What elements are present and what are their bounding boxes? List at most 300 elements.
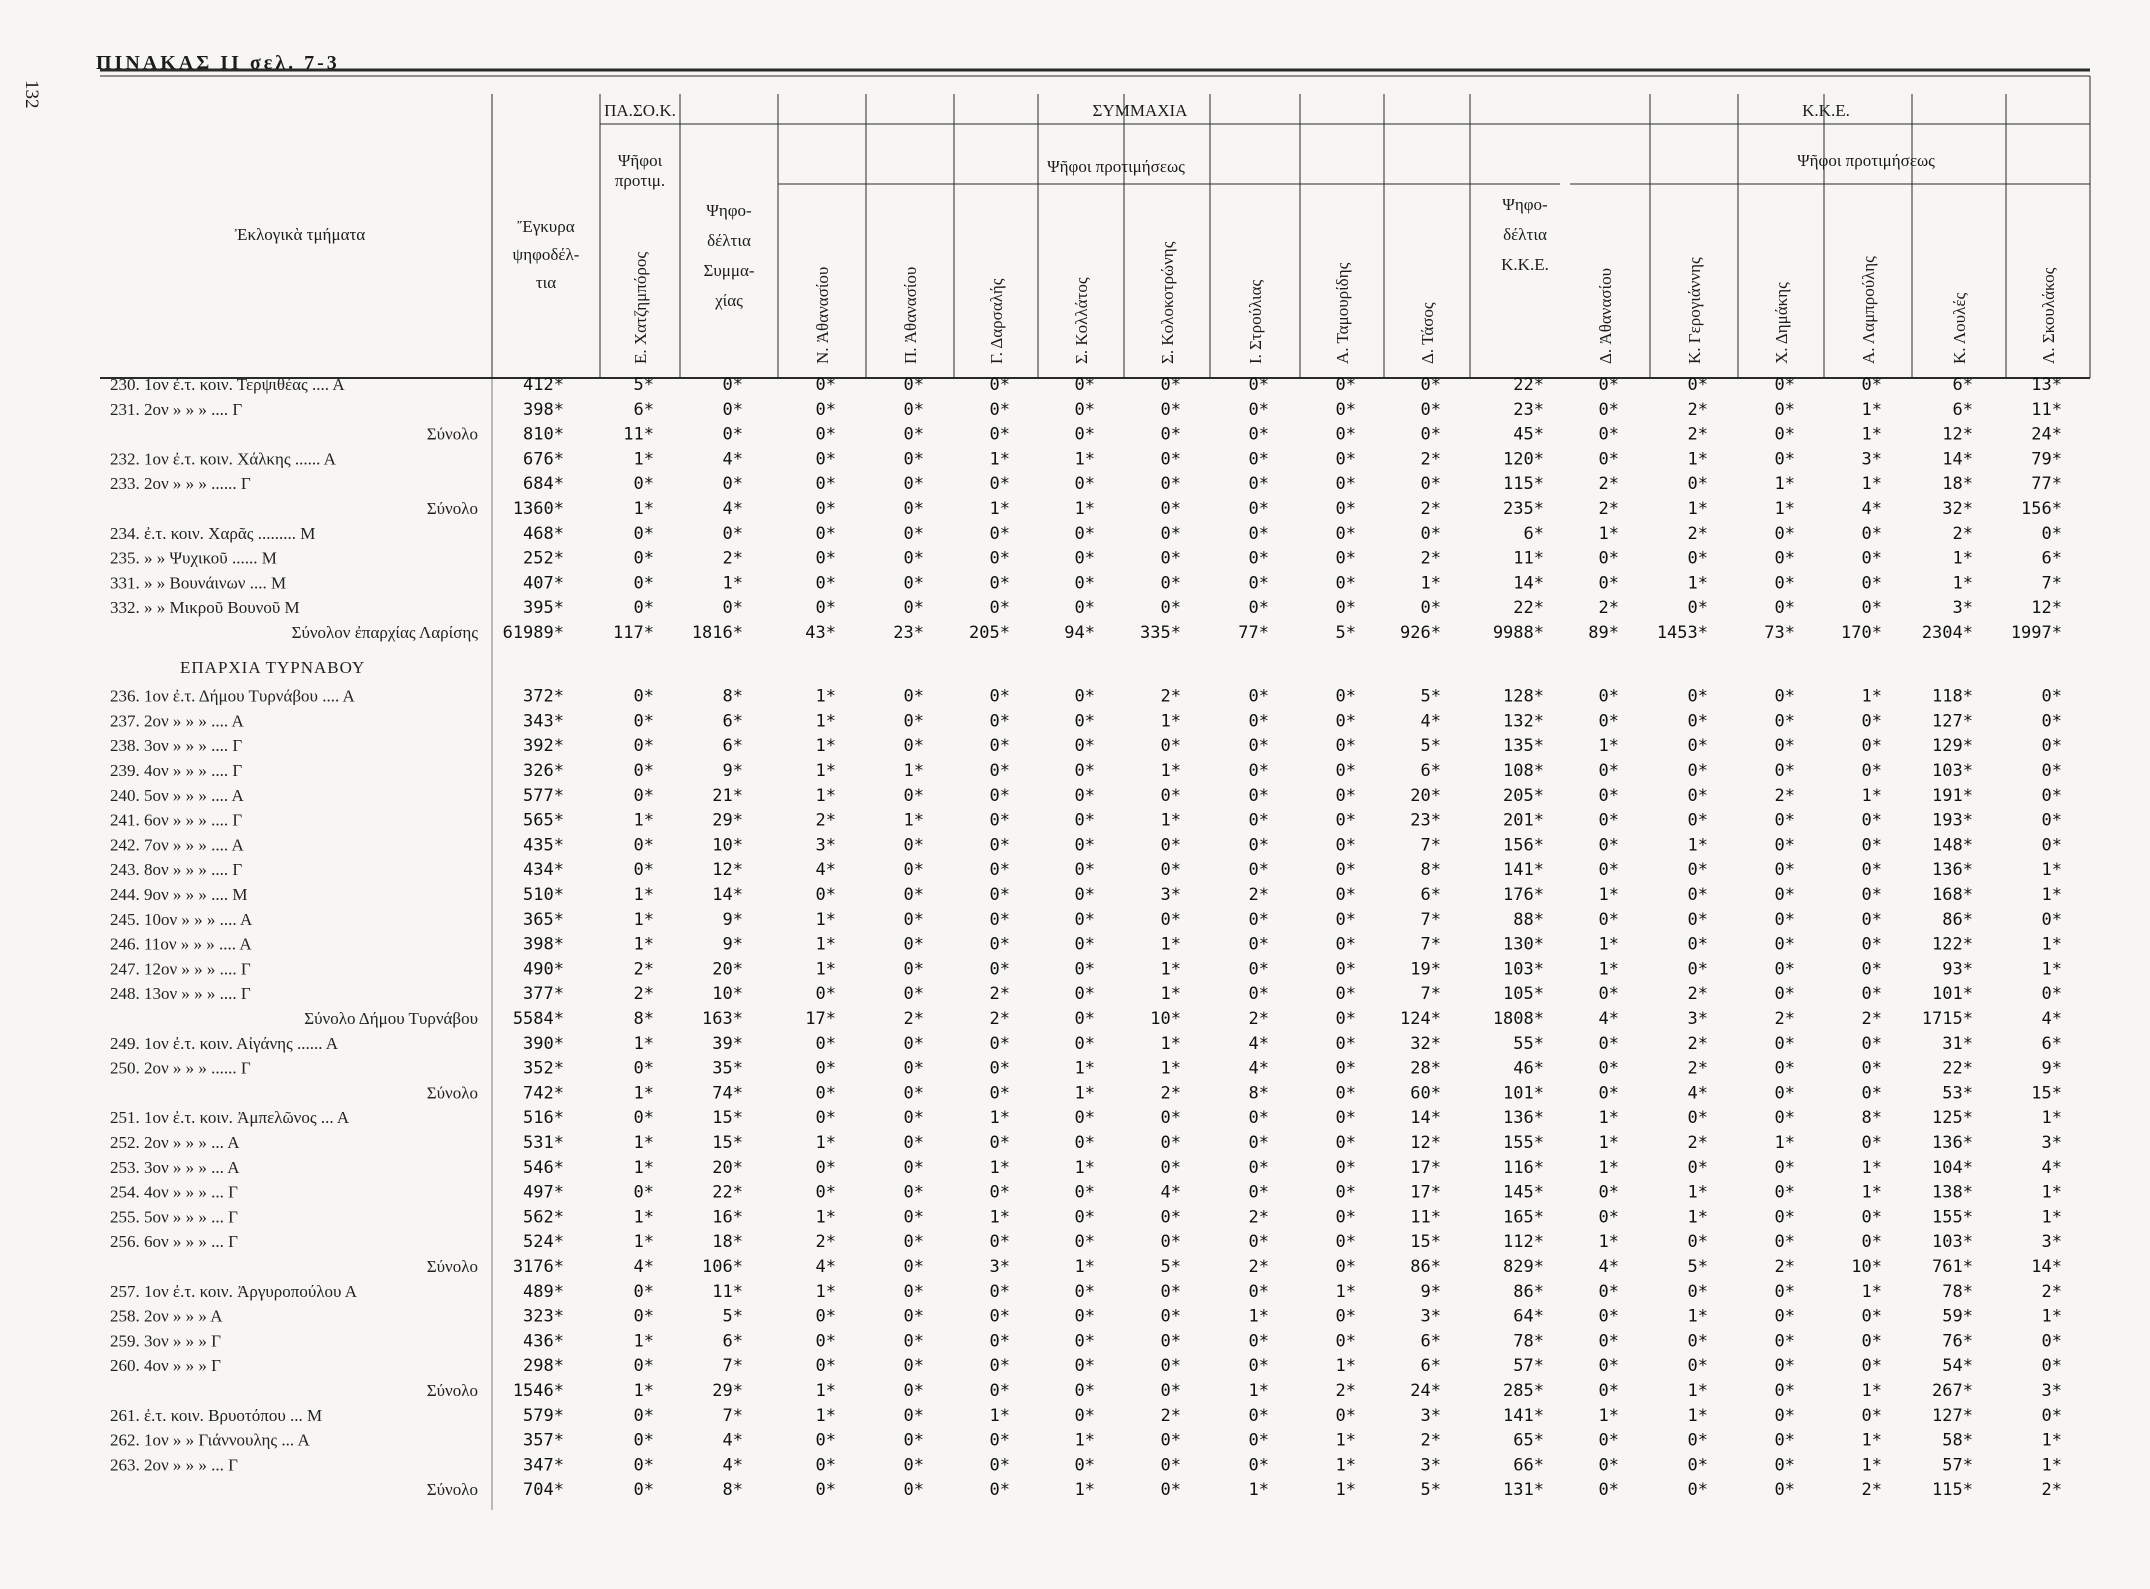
cell-value: 0* <box>903 399 924 420</box>
cell-value: 17* <box>1410 1157 1441 1178</box>
cell-value: 124* <box>1400 1009 1441 1029</box>
cell-value: 136* <box>1932 860 1973 881</box>
cell-value: 0* <box>1335 598 1356 619</box>
cell-value: 0* <box>815 548 836 569</box>
table-row <box>292 623 2062 643</box>
cell-value: 53* <box>1942 1083 1973 1104</box>
cell-value: 0* <box>1248 375 1269 395</box>
cell-value: 0* <box>1774 736 1795 757</box>
cell-value: 0* <box>1335 860 1356 881</box>
cell-value: 0* <box>1248 424 1269 445</box>
cell-value: 0* <box>1687 785 1708 806</box>
cell-value: 29* <box>712 810 743 831</box>
cell-value: 2* <box>1160 1083 1181 1104</box>
cell-value: 0* <box>815 984 836 1005</box>
cell-value: 93* <box>1942 959 1973 980</box>
cell-value: 0* <box>815 399 836 420</box>
cell-value: 79* <box>2031 449 2062 470</box>
cell-value: 0* <box>989 1083 1010 1104</box>
cell-value: 66* <box>1513 1455 1544 1476</box>
cell-value: 0* <box>1861 598 1882 619</box>
candidate-name-15: Λ. Σκουλάκος <box>2039 267 2058 364</box>
cell-value: 2* <box>1598 598 1619 619</box>
cell-value: 1* <box>2041 860 2062 881</box>
cell-value: 1* <box>1074 1083 1095 1104</box>
cell-value: 0* <box>989 523 1010 544</box>
cell-value: 0* <box>1248 860 1269 881</box>
cell-value: 0* <box>1335 1182 1356 1203</box>
cell-value: 0* <box>1774 1356 1795 1377</box>
cell-value: 0* <box>1598 1331 1619 1352</box>
row-label: 259. 3ον » » » Γ <box>110 1331 222 1351</box>
kke-ballots-heading: δέλτια <box>1503 225 1547 244</box>
row-label: 235. » » Ψυχικοῦ ...... Μ <box>110 548 277 568</box>
cell-value: 0* <box>2041 835 2062 856</box>
cell-value: 0* <box>815 1306 836 1327</box>
cell-value: 0* <box>1687 736 1708 757</box>
cell-value: 516* <box>523 1108 564 1129</box>
cell-value: 2304* <box>1921 623 1973 643</box>
cell-value: 0* <box>1074 548 1095 569</box>
cell-value: 6* <box>633 399 654 420</box>
cell-value: 0* <box>989 424 1010 445</box>
cell-value: 0* <box>1774 1232 1795 1253</box>
cell-value: 105* <box>1503 984 1544 1005</box>
cell-value: 1* <box>1598 1232 1619 1253</box>
table-row <box>110 959 2062 979</box>
cell-value: 810* <box>523 424 564 445</box>
cell-value: 10* <box>712 984 743 1005</box>
cell-value: 6* <box>2041 548 2062 569</box>
cell-value: 1* <box>1952 573 1973 594</box>
cell-value: 0* <box>1687 598 1708 619</box>
page-number: 132 <box>21 80 42 109</box>
cell-value: 0* <box>1774 885 1795 905</box>
cell-value: 1* <box>1074 1058 1095 1079</box>
cell-value: 74* <box>712 1083 743 1104</box>
cell-value: 0* <box>722 598 743 619</box>
cell-value: 0* <box>1248 523 1269 544</box>
table-row <box>110 573 2062 593</box>
cell-value: 19* <box>1410 959 1441 980</box>
cell-value: 6* <box>722 1331 743 1352</box>
cell-value: 1* <box>1074 449 1095 470</box>
cell-value: 2* <box>1335 1381 1356 1401</box>
cell-value: 3* <box>1420 1306 1441 1327</box>
cell-value: 0* <box>815 1157 836 1178</box>
cell-value: 0* <box>1074 523 1095 544</box>
cell-value: 0* <box>1248 1108 1269 1129</box>
cell-value: 0* <box>903 523 924 544</box>
cell-value: 0* <box>989 1033 1010 1054</box>
cell-value: 395* <box>523 598 564 619</box>
cell-value: 0* <box>1074 785 1095 806</box>
table-row <box>110 1232 2062 1252</box>
cell-value: 1* <box>2041 1430 2062 1451</box>
cell-value: 1* <box>1861 399 1882 420</box>
cell-value: 77* <box>1238 623 1269 643</box>
cell-value: 0* <box>1160 1331 1181 1352</box>
cell-value: 0* <box>1074 686 1095 707</box>
cell-value: 32* <box>1410 1033 1441 1054</box>
candidate-name-5: Σ. Κολλάτος <box>1072 277 1091 364</box>
cell-value: 61989* <box>502 623 564 643</box>
row-label: 254. 4ον » » » ... Γ <box>110 1182 239 1202</box>
cell-value: 7* <box>1420 934 1441 955</box>
cell-value: 531* <box>523 1133 564 1153</box>
cell-value: 64* <box>1513 1306 1544 1327</box>
cell-value: 1* <box>1335 1455 1356 1476</box>
cell-value: 0* <box>1074 1133 1095 1153</box>
cell-value: 4* <box>1861 499 1882 519</box>
symmaxia-ballots-heading: χίας <box>715 291 743 310</box>
cell-value: 4* <box>1598 1257 1619 1277</box>
table-row <box>110 885 2062 905</box>
cell-value: 357* <box>523 1430 564 1451</box>
cell-value: 1* <box>633 499 654 519</box>
cell-value: 7* <box>2041 573 2062 594</box>
cell-value: 343* <box>523 711 564 732</box>
candidate-name-14: Κ. Λουλές <box>1950 292 1969 364</box>
cell-value: 28* <box>1410 1058 1441 1079</box>
cell-value: 392* <box>523 736 564 757</box>
cell-value: 0* <box>1335 474 1356 495</box>
cell-value: 0* <box>1861 885 1882 905</box>
cell-value: 8* <box>1861 1108 1882 1129</box>
table-row <box>110 1059 2062 1079</box>
cell-value: 15* <box>2031 1083 2062 1104</box>
cell-value: 0* <box>633 598 654 619</box>
cell-value: 0* <box>1774 1455 1795 1476</box>
cell-value: 0* <box>1774 1157 1795 1178</box>
cell-value: 0* <box>1420 424 1441 445</box>
table-row <box>110 687 2062 707</box>
cell-value: 0* <box>1420 523 1441 544</box>
cell-value: 1* <box>1248 1480 1269 1501</box>
cell-value: 0* <box>903 1455 924 1476</box>
cell-value: 7* <box>1420 835 1441 856</box>
cell-value: 1* <box>633 1381 654 1401</box>
cell-value: 24* <box>1410 1381 1441 1401</box>
candidate-name-11: Κ. Γερογιάννης <box>1685 257 1704 364</box>
total-label: Σύνολο <box>426 1480 478 1500</box>
cell-value: 0* <box>1861 1033 1882 1054</box>
table-row <box>110 736 2062 756</box>
table-row <box>110 1356 2062 1376</box>
cell-value: 1* <box>2041 1108 2062 1129</box>
table-row <box>110 1034 2062 1054</box>
cell-value: 0* <box>1074 598 1095 619</box>
cell-value: 1* <box>989 499 1010 519</box>
cell-value: 0* <box>815 1033 836 1054</box>
table-row <box>110 449 2062 469</box>
cell-value: 191* <box>1932 785 1973 806</box>
cell-value: 3* <box>1420 1405 1441 1426</box>
cell-value: 57* <box>1942 1455 1973 1476</box>
cell-value: 0* <box>1774 1058 1795 1079</box>
cell-value: 0* <box>989 1331 1010 1352</box>
cell-value: 0* <box>1774 399 1795 420</box>
candidate-name-12: Χ. Δημάκης <box>1772 282 1791 364</box>
row-label: 251. 1ον ἐ.τ. κοιν. Ἀμπελῶνος ... Α <box>110 1108 350 1128</box>
cell-value: 10* <box>1851 1257 1882 1277</box>
kke-ballots-heading: Κ.Κ.Ε. <box>1501 255 1549 274</box>
cell-value: 0* <box>1248 810 1269 831</box>
cell-value: 0* <box>1248 1331 1269 1352</box>
cell-value: 5* <box>633 375 654 395</box>
cell-value: 0* <box>815 1083 836 1104</box>
table-row <box>110 935 2062 955</box>
cell-value: 0* <box>903 449 924 470</box>
cell-value: 365* <box>523 909 564 930</box>
cell-value: 0* <box>1861 835 1882 856</box>
cell-value: 1* <box>903 761 924 781</box>
cell-value: 0* <box>633 1306 654 1327</box>
cell-value: 0* <box>633 1108 654 1129</box>
cell-value: 2* <box>633 959 654 980</box>
cell-value: 17* <box>1410 1182 1441 1203</box>
kke-pref-heading: Ψῆφοι προτιμήσεως <box>1797 151 1935 170</box>
cell-value: 2* <box>1687 424 1708 445</box>
cell-value: 1* <box>2041 1207 2062 1228</box>
cell-value: 1* <box>1861 785 1882 806</box>
cell-value: 0* <box>1074 1405 1095 1426</box>
cell-value: 86* <box>1410 1257 1441 1277</box>
pasok-pref-heading: προτιμ. <box>614 171 666 190</box>
candidate-name-3: Π. Ἀθανασίου <box>901 266 920 364</box>
cell-value: 0* <box>815 1108 836 1129</box>
cell-value: 0* <box>989 399 1010 420</box>
cell-value: 0* <box>1248 785 1269 806</box>
cell-value: 2* <box>1687 399 1708 420</box>
cell-value: 0* <box>1074 1033 1095 1054</box>
cell-value: 0* <box>903 424 924 445</box>
cell-value: 0* <box>633 686 654 707</box>
cell-value: 117* <box>613 623 654 643</box>
cell-value: 1* <box>1774 499 1795 519</box>
cell-value: 2* <box>903 1009 924 1029</box>
cell-value: 0* <box>633 860 654 881</box>
cell-value: 0* <box>903 860 924 881</box>
cell-value: 0* <box>1074 1281 1095 1302</box>
table-row <box>110 1455 2062 1475</box>
table-row <box>110 835 2062 855</box>
total-label: Σύνολο <box>426 424 478 444</box>
table-row <box>110 984 2062 1004</box>
cell-value: 1* <box>989 1405 1010 1426</box>
table-row <box>427 499 2062 519</box>
cell-value: 510* <box>523 885 564 905</box>
cell-value: 1* <box>1598 885 1619 905</box>
cell-value: 468* <box>523 523 564 544</box>
cell-value: 0* <box>1160 424 1181 445</box>
cell-value: 0* <box>1335 934 1356 955</box>
cell-value: 0* <box>1774 573 1795 594</box>
cell-value: 5* <box>1687 1257 1708 1277</box>
cell-value: 2* <box>2041 1281 2062 1302</box>
candidate-name-2: Ν. Ἀθανασίου <box>813 266 832 364</box>
cell-value: 0* <box>1861 548 1882 569</box>
cell-value: 0* <box>989 711 1010 732</box>
row-label: 331. » » Βουνάινων .... Μ <box>110 573 287 593</box>
cell-value: 398* <box>523 934 564 955</box>
table-row <box>427 1381 2062 1401</box>
cell-value: 46* <box>1513 1058 1544 1079</box>
row-label: 248. 13ον » » » .... Γ <box>110 984 251 1004</box>
candidate-name-7: Ι. Στρούλιας <box>1246 279 1265 364</box>
cell-value: 0* <box>1774 686 1795 707</box>
cell-value: 1* <box>1248 1306 1269 1327</box>
cell-value: 155* <box>1932 1207 1973 1228</box>
cell-value: 18* <box>1942 474 1973 495</box>
cell-value: 4* <box>722 1430 743 1451</box>
cell-value: 0* <box>1074 424 1095 445</box>
cell-value: 4* <box>1687 1083 1708 1104</box>
cell-value: 11* <box>1410 1207 1441 1228</box>
cell-value: 1* <box>1687 449 1708 470</box>
cell-value: 1* <box>815 686 836 707</box>
cell-value: 0* <box>815 1331 836 1352</box>
candidate-name-4: Γ. Δαρσαλής <box>987 278 1006 364</box>
row-label: 256. 6ον » » » ... Γ <box>110 1232 239 1252</box>
cell-value: 0* <box>903 835 924 856</box>
cell-value: 0* <box>1248 1281 1269 1302</box>
cell-value: 1* <box>815 785 836 806</box>
cell-value: 15* <box>712 1133 743 1153</box>
cell-value: 108* <box>1503 761 1544 781</box>
cell-value: 0* <box>1774 1405 1795 1426</box>
candidate-name-9: Δ. Τάσος <box>1418 302 1437 364</box>
row-label: 230. 1ον ἐ.τ. κοιν. Τερψιθέας .... Α <box>110 375 345 394</box>
cell-value: 0* <box>1774 449 1795 470</box>
cell-value: 1* <box>1598 1157 1619 1178</box>
row-label: 249. 1ον ἐ.τ. κοιν. Αἰγάνης ...... Α <box>110 1033 339 1053</box>
cell-value: 12* <box>712 860 743 881</box>
cell-value: 497* <box>523 1182 564 1203</box>
cell-value: 1* <box>1687 573 1708 594</box>
cell-value: 0* <box>1598 375 1619 395</box>
cell-value: 6* <box>2041 1033 2062 1054</box>
cell-value: 1* <box>1335 1356 1356 1377</box>
cell-value: 0* <box>1074 934 1095 955</box>
cell-value: 32* <box>1942 499 1973 519</box>
row-label: 250. 2ον » » » ...... Γ <box>110 1058 251 1078</box>
cell-value: 0* <box>1774 1430 1795 1451</box>
cell-value: 5* <box>1160 1257 1181 1277</box>
cell-value: 235* <box>1503 499 1544 519</box>
cell-value: 0* <box>1248 1430 1269 1451</box>
cell-value: 1* <box>815 959 836 980</box>
cell-value: 0* <box>1335 984 1356 1005</box>
cell-value: 1* <box>1074 1430 1095 1451</box>
cell-value: 106* <box>702 1257 743 1277</box>
cell-value: 0* <box>1074 736 1095 757</box>
cell-value: 0* <box>633 523 654 544</box>
cell-value: 14* <box>1410 1108 1441 1129</box>
cell-value: 1* <box>1598 1133 1619 1153</box>
cell-value: 0* <box>1861 959 1882 980</box>
row-label: 236. 1ον ἐ.τ. Δήμου Τυρνάβου .... Α <box>110 686 355 706</box>
cell-value: 0* <box>1335 1083 1356 1104</box>
cell-value: 335* <box>1140 623 1181 643</box>
table-row <box>427 425 2062 445</box>
cell-value: 0* <box>1160 785 1181 806</box>
cell-value: 1* <box>815 736 836 757</box>
cell-value: 0* <box>2041 761 2062 781</box>
cell-value: 0* <box>1861 1058 1882 1079</box>
table-row <box>110 1282 2062 1302</box>
cell-value: 0* <box>989 686 1010 707</box>
valid-heading: Ἔγκυρα <box>517 217 575 236</box>
cell-value: 1* <box>1687 1182 1708 1203</box>
cell-value: 565* <box>523 810 564 831</box>
section-heading-row <box>180 658 365 677</box>
cell-value: 1* <box>1598 736 1619 757</box>
cell-value: 2* <box>1598 474 1619 495</box>
cell-value: 10* <box>712 835 743 856</box>
cell-value: 15* <box>712 1108 743 1129</box>
cell-value: 0* <box>1335 1207 1356 1228</box>
row-label: 258. 2ον » » » Α <box>110 1306 223 1326</box>
cell-value: 0* <box>1248 1157 1269 1178</box>
cell-value: 0* <box>1774 1331 1795 1352</box>
cell-value: 0* <box>1160 1157 1181 1178</box>
cell-value: 170* <box>1841 623 1882 643</box>
row-label: 243. 8ον » » » .... Γ <box>110 860 243 880</box>
row-label: 232. 1ον ἐ.τ. κοιν. Χάλκης ...... Α <box>110 449 336 469</box>
cell-value: 60* <box>1410 1083 1441 1104</box>
cell-value: 0* <box>903 1405 924 1426</box>
cell-value: 0* <box>1074 1356 1095 1377</box>
cell-value: 0* <box>1687 1108 1708 1129</box>
cell-value: 73* <box>1764 623 1795 643</box>
cell-value: 0* <box>989 785 1010 806</box>
cell-value: 11* <box>712 1281 743 1302</box>
cell-value: 579* <box>523 1405 564 1426</box>
cell-value: 1* <box>1861 1157 1882 1178</box>
cell-value: 0* <box>903 474 924 495</box>
cell-value: 0* <box>1861 1133 1882 1153</box>
cell-value: 1* <box>1335 1430 1356 1451</box>
cell-value: 1* <box>1598 934 1619 955</box>
cell-value: 6* <box>722 711 743 732</box>
cell-value: 0* <box>1074 885 1095 905</box>
cell-value: 0* <box>722 399 743 420</box>
cell-value: 2* <box>815 810 836 831</box>
cell-value: 0* <box>1774 1480 1795 1501</box>
cell-value: 267* <box>1932 1381 1973 1401</box>
cell-value: 1* <box>1160 711 1181 732</box>
cell-value: 136* <box>1503 1108 1544 1129</box>
cell-value: 0* <box>1074 399 1095 420</box>
cell-value: 0* <box>1598 449 1619 470</box>
row-label: 247. 12ον » » » .... Γ <box>110 959 251 979</box>
cell-value: 761* <box>1932 1257 1973 1277</box>
cell-value: 0* <box>1160 1232 1181 1253</box>
cell-value: 8* <box>1420 860 1441 881</box>
cell-value: 1* <box>1160 761 1181 781</box>
cell-value: 0* <box>989 1381 1010 1401</box>
cell-value: 0* <box>815 523 836 544</box>
cell-value: 0* <box>1335 1058 1356 1079</box>
cell-value: 0* <box>1774 761 1795 781</box>
cell-value: 0* <box>1248 959 1269 980</box>
cell-value: 9* <box>722 934 743 955</box>
cell-value: 0* <box>1774 984 1795 1005</box>
cell-value: 0* <box>1687 1232 1708 1253</box>
cell-value: 0* <box>1420 598 1441 619</box>
cell-value: 0* <box>1598 548 1619 569</box>
